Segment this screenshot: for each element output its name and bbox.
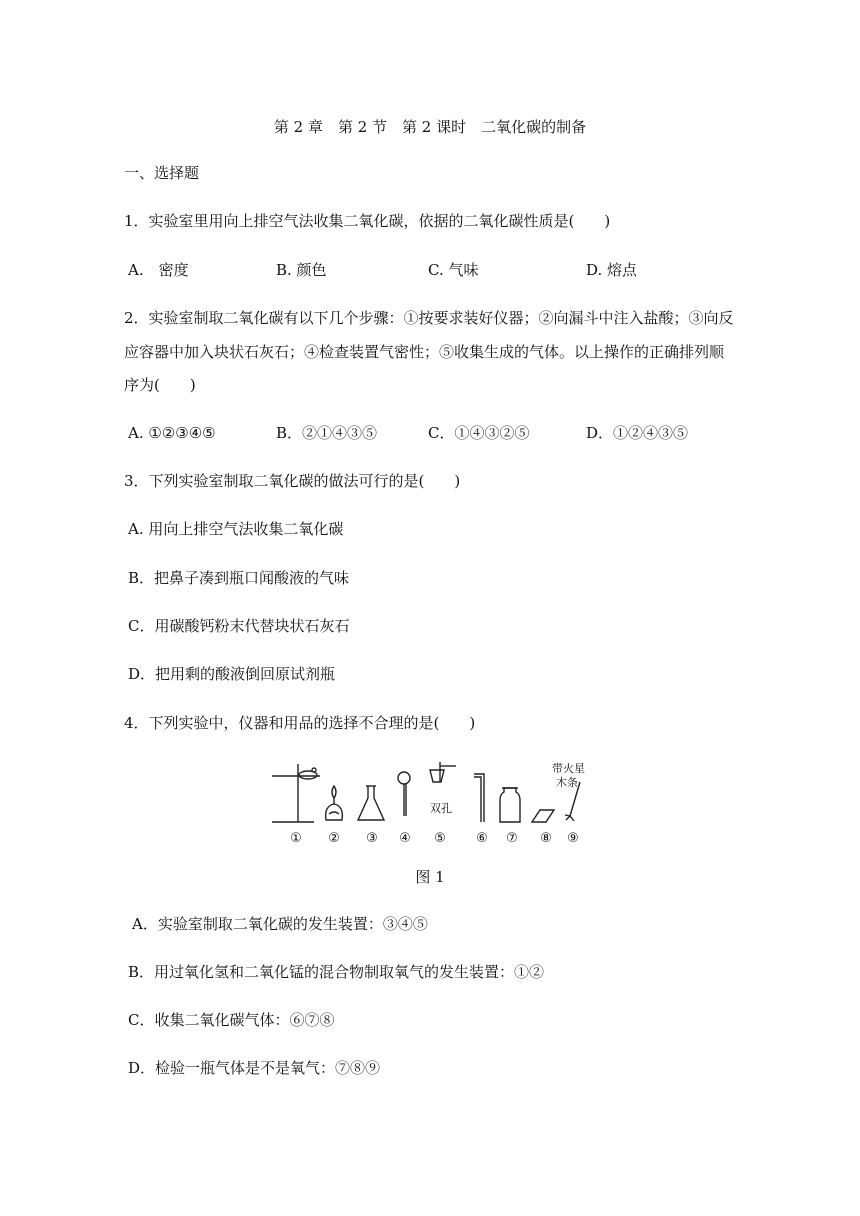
funnel-icon [398,772,410,816]
q2-option-c[interactable]: C．①④③②⑤ [428,424,530,442]
figure-number: ① [290,831,302,846]
question-1-stem: 1．实验室里用向上排空气法收集二氧化碳，依据的二氧化碳性质是( ) [124,212,611,230]
q1-option-a[interactable]: A. 密度 [128,261,189,279]
figure-number: ⑦ [506,831,518,846]
q2-option-b[interactable]: B．②①④③⑤ [276,424,378,442]
figure-number: ② [328,831,340,846]
figure-caption: 图 1 [415,868,445,886]
delivery-tube-icon [474,774,484,822]
q4-option-a[interactable]: A．实验室制取二氧化碳的发生装置：③④⑤ [132,915,428,933]
splint-label-1: 带火星 [552,762,585,775]
q1-option-b[interactable]: B. 颜色 [276,261,327,279]
question-4-stem: 4．下列实验中，仪器和用品的选择不合理的是( ) [124,714,476,732]
conical-flask-icon [358,786,384,820]
question-2-stem-line-3: 序为( ) [124,376,196,394]
figure-number: ⑤ [434,831,446,846]
stopper-label: 双孔 [430,802,452,815]
apparatus-figure [268,760,588,850]
question-3-stem: 3．下列实验室制取二氧化碳的做法可行的是( ) [124,472,461,490]
figure-number: ⑧ [540,831,552,846]
figure-number: ⑥ [476,831,488,846]
section-heading: 一、选择题 [124,164,200,182]
q1-option-c[interactable]: C. 气味 [428,261,479,279]
iron-stand-icon [272,764,320,822]
q2-option-d[interactable]: D．①②④③⑤ [586,424,689,442]
q4-option-d[interactable]: D．检验一瓶气体是不是氧气：⑦⑧⑨ [128,1059,381,1077]
gas-bottle-icon [500,788,520,822]
q4-option-c[interactable]: C．收集二氧化碳气体：⑥⑦⑧ [128,1011,335,1029]
stopper-icon [430,762,456,782]
q1-option-d[interactable]: D. 熔点 [586,261,638,279]
q3-option-b[interactable]: B．把鼻子凑到瓶口闻酸液的气味 [128,569,350,587]
q3-option-a[interactable]: A. 用向上排空气法收集二氧化碳 [128,520,344,538]
question-2-stem-line-2: 应容器中加入块状石灰石；④检查装置气密性；⑤收集生成的气体。以上操作的正确排列顺 [124,343,725,361]
q4-option-b[interactable]: B．用过氧化氢和二氧化锰的混合物制取氧气的发生装置：①② [128,963,545,981]
splint-label-2: 木条 [556,776,578,789]
figure-number: ③ [366,831,378,846]
glass-plate-icon [532,810,554,822]
alcohol-lamp-icon [326,786,343,820]
q3-option-c[interactable]: C．用碳酸钙粉末代替块状石灰石 [128,617,350,635]
figure-number: ④ [399,831,411,846]
page-title: 第 2 章 第 2 节 第 2 课时 二氧化碳的制备 [273,118,587,136]
q2-option-a[interactable]: A. ①②③④⑤ [128,424,216,442]
figure-number: ⑨ [567,831,579,846]
question-2-stem-line-1: 2．实验室制取二氧化碳有以下几个步骤：①按要求装好仪器；②向漏斗中注入盐酸；③向反 [124,309,734,327]
q3-option-d[interactable]: D．把用剩的酸液倒回原试剂瓶 [128,665,336,683]
